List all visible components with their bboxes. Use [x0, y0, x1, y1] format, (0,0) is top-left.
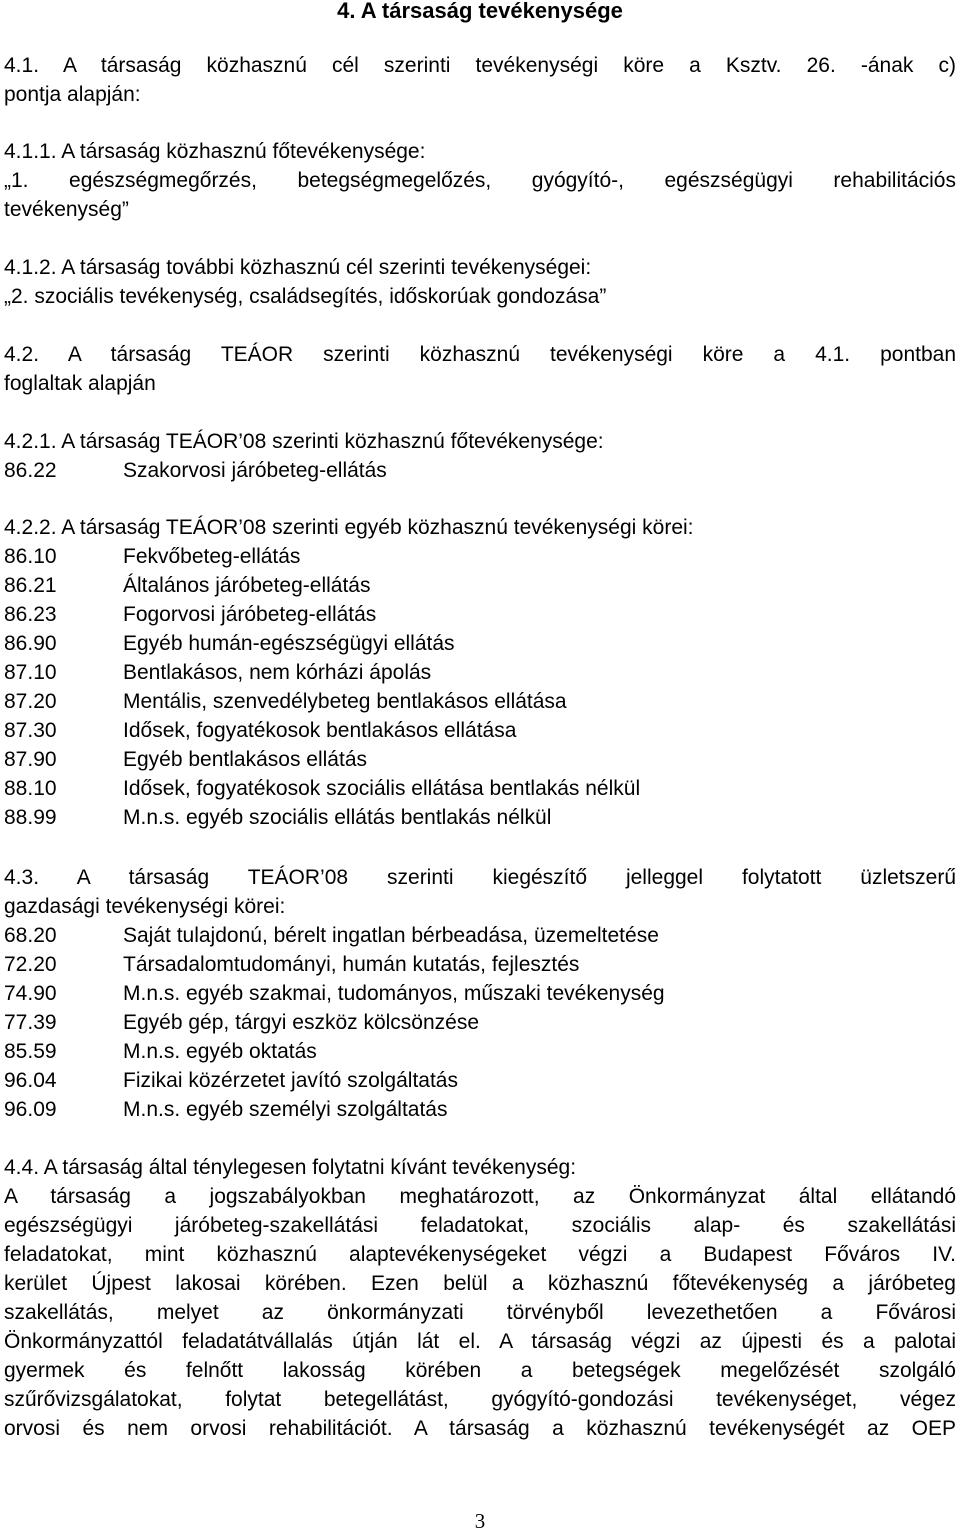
teaor-label: Fekvőbeteg-ellátás	[123, 545, 301, 568]
paragraph-line: orvosi és nem orvosi rehabilitációt. A társaság a közhasznú tevékenységét az OEP	[4, 1417, 956, 1440]
teaor-code: 88.99	[4, 806, 57, 829]
list-item	[4, 774, 956, 803]
teaor-code: 87.20	[4, 690, 57, 713]
list-item	[4, 950, 956, 979]
teaor-label: M.n.s. egyéb szakmai, tudományos, műszaki tevékenység	[123, 982, 665, 1005]
teaor-code: 96.04	[4, 1069, 57, 1092]
list-item	[4, 571, 956, 600]
list-item	[4, 600, 956, 629]
paragraph-line: Önkormányzattól feladatátvállalás útján lát el. A társaság végzi az újpesti és a palotai	[4, 1330, 956, 1353]
list-item	[4, 1037, 956, 1066]
list-item	[4, 1066, 956, 1095]
teaor-code: 86.21	[4, 574, 57, 597]
teaor-code: 87.30	[4, 719, 57, 742]
section-4-1-line-1: 4.1. A társaság közhasznú cél szerinti tevékenységi köre a Ksztv. 26. -ának c)	[4, 54, 956, 77]
section-4-2-2-title: 4.2.2. A társaság TEÁOR’08 szerinti egyéb közhasznú tevékenységi körei:	[4, 516, 694, 539]
list-item	[4, 1008, 956, 1037]
list-item	[4, 542, 956, 571]
section-4-2-1-title: 4.2.1. A társaság TEÁOR’08 szerinti közhasznú főtevékenysége:	[4, 430, 604, 453]
teaor-code: 96.09	[4, 1098, 57, 1121]
teaor-code: 72.20	[4, 953, 57, 976]
teaor-label: M.n.s. egyéb oktatás	[123, 1040, 317, 1063]
section-4-1-1-line-1: „1. egészségmegőrzés, betegségmegelőzés, gyógyító-, egészségügyi rehabilitációs	[4, 169, 956, 192]
teaor-code: 85.59	[4, 1040, 57, 1063]
teaor-code: 86.23	[4, 603, 57, 626]
list-item	[4, 456, 956, 485]
teaor-label: Idősek, fogyatékosok bentlakásos ellátása	[123, 719, 517, 742]
list-item	[4, 1095, 956, 1124]
list-item	[4, 716, 956, 745]
teaor-label: Szakorvosi járóbeteg-ellátás	[123, 459, 387, 482]
teaor-label: Bentlakásos, nem kórházi ápolás	[123, 661, 432, 684]
paragraph-line: A társaság a jogszabályokban meghatározott, az Önkormányzat által ellátandó	[4, 1185, 956, 1208]
teaor-label: Idősek, fogyatékosok szociális ellátása bentlakás nélkül	[123, 777, 641, 800]
teaor-code: 86.22	[4, 459, 57, 482]
section-4-1-2-line-1: „2. szociális tevékenység, családsegítés, időskorúak gondozása”	[4, 285, 607, 308]
paragraph-line: egészségügyi járóbeteg-szakellátási feladatokat, szociális alap- és szakellátási	[4, 1214, 956, 1237]
teaor-code: 86.10	[4, 545, 57, 568]
paragraph-line: szűrővizsgálatokat, folytat betegellátást, gyógyító-gondozási tevékenységet, végez	[4, 1388, 956, 1411]
section-4-3-line-2: gazdasági tevékenységi körei:	[4, 895, 286, 918]
teaor-label: Fogorvosi járóbeteg-ellátás	[123, 603, 377, 626]
section-4-2-line-2: foglaltak alapján	[4, 372, 156, 395]
list-item	[4, 745, 956, 774]
teaor-label: Társadalomtudományi, humán kutatás, fejlesztés	[123, 953, 580, 976]
section-4-1-line-2: pontja alapján:	[4, 83, 141, 106]
section-4-3-line-1: 4.3. A társaság TEÁOR’08 szerinti kiegészítő jelleggel folytatott üzletszerű	[4, 866, 956, 889]
list-item	[4, 658, 956, 687]
teaor-code: 74.90	[4, 982, 57, 1005]
paragraph-line: kerület Újpest lakosai körében. Ezen belül a közhasznú főtevékenység a járóbeteg	[4, 1272, 956, 1295]
paragraph-line: szakellátás, melyet az önkormányzati törvényből levezethetően a Fővárosi	[4, 1301, 956, 1324]
teaor-label: Egyéb bentlakásos ellátás	[123, 748, 367, 771]
teaor-label: Fizikai közérzetet javító szolgáltatás	[123, 1069, 458, 1092]
list-item	[4, 979, 956, 1008]
section-4-1-2-title: 4.1.2. A társaság további közhasznú cél szerinti tevékenységei:	[4, 256, 592, 279]
list-item	[4, 629, 956, 658]
section-4-2-line-1: 4.2. A társaság TEÁOR szerinti közhasznú tevékenységi köre a 4.1. pontban	[4, 343, 956, 366]
page-number: 3	[474, 1509, 486, 1533]
teaor-label: M.n.s. egyéb szociális ellátás bentlakás nélkül	[123, 806, 552, 829]
list-item	[4, 803, 956, 832]
section-4-1-1-title: 4.1.1. A társaság közhasznú főtevékenysége:	[4, 140, 426, 163]
teaor-code: 68.20	[4, 924, 57, 947]
teaor-label: Saját tulajdonú, bérelt ingatlan bérbeadása, üzemeltetése	[123, 924, 659, 947]
teaor-label: Általános járóbeteg-ellátás	[123, 574, 371, 597]
teaor-label: M.n.s. egyéb személyi szolgáltatás	[123, 1098, 448, 1121]
paragraph-line: gyermek és felnőtt lakosság körében a betegségek megelőzését szolgáló	[4, 1359, 956, 1382]
page-title: 4. A társaság tevékenysége	[337, 0, 623, 23]
teaor-code: 87.90	[4, 748, 57, 771]
teaor-code: 87.10	[4, 661, 57, 684]
list-item	[4, 687, 956, 716]
teaor-label: Mentális, szenvedélybeteg bentlakásos ellátása	[123, 690, 567, 713]
paragraph-line: feladatokat, mint közhasznú alaptevékenységeket végzi a Budapest Főváros IV.	[4, 1243, 956, 1266]
teaor-code: 77.39	[4, 1011, 57, 1034]
teaor-code: 86.90	[4, 632, 57, 655]
teaor-label: Egyéb humán-egészségügyi ellátás	[123, 632, 455, 655]
section-4-4-title: 4.4. A társaság által ténylegesen folytatni kívánt tevékenység:	[4, 1156, 577, 1179]
section-4-1-1-line-2: tevékenység”	[4, 198, 129, 221]
teaor-code: 88.10	[4, 777, 57, 800]
list-item	[4, 921, 956, 950]
teaor-label: Egyéb gép, tárgyi eszköz kölcsönzése	[123, 1011, 480, 1034]
